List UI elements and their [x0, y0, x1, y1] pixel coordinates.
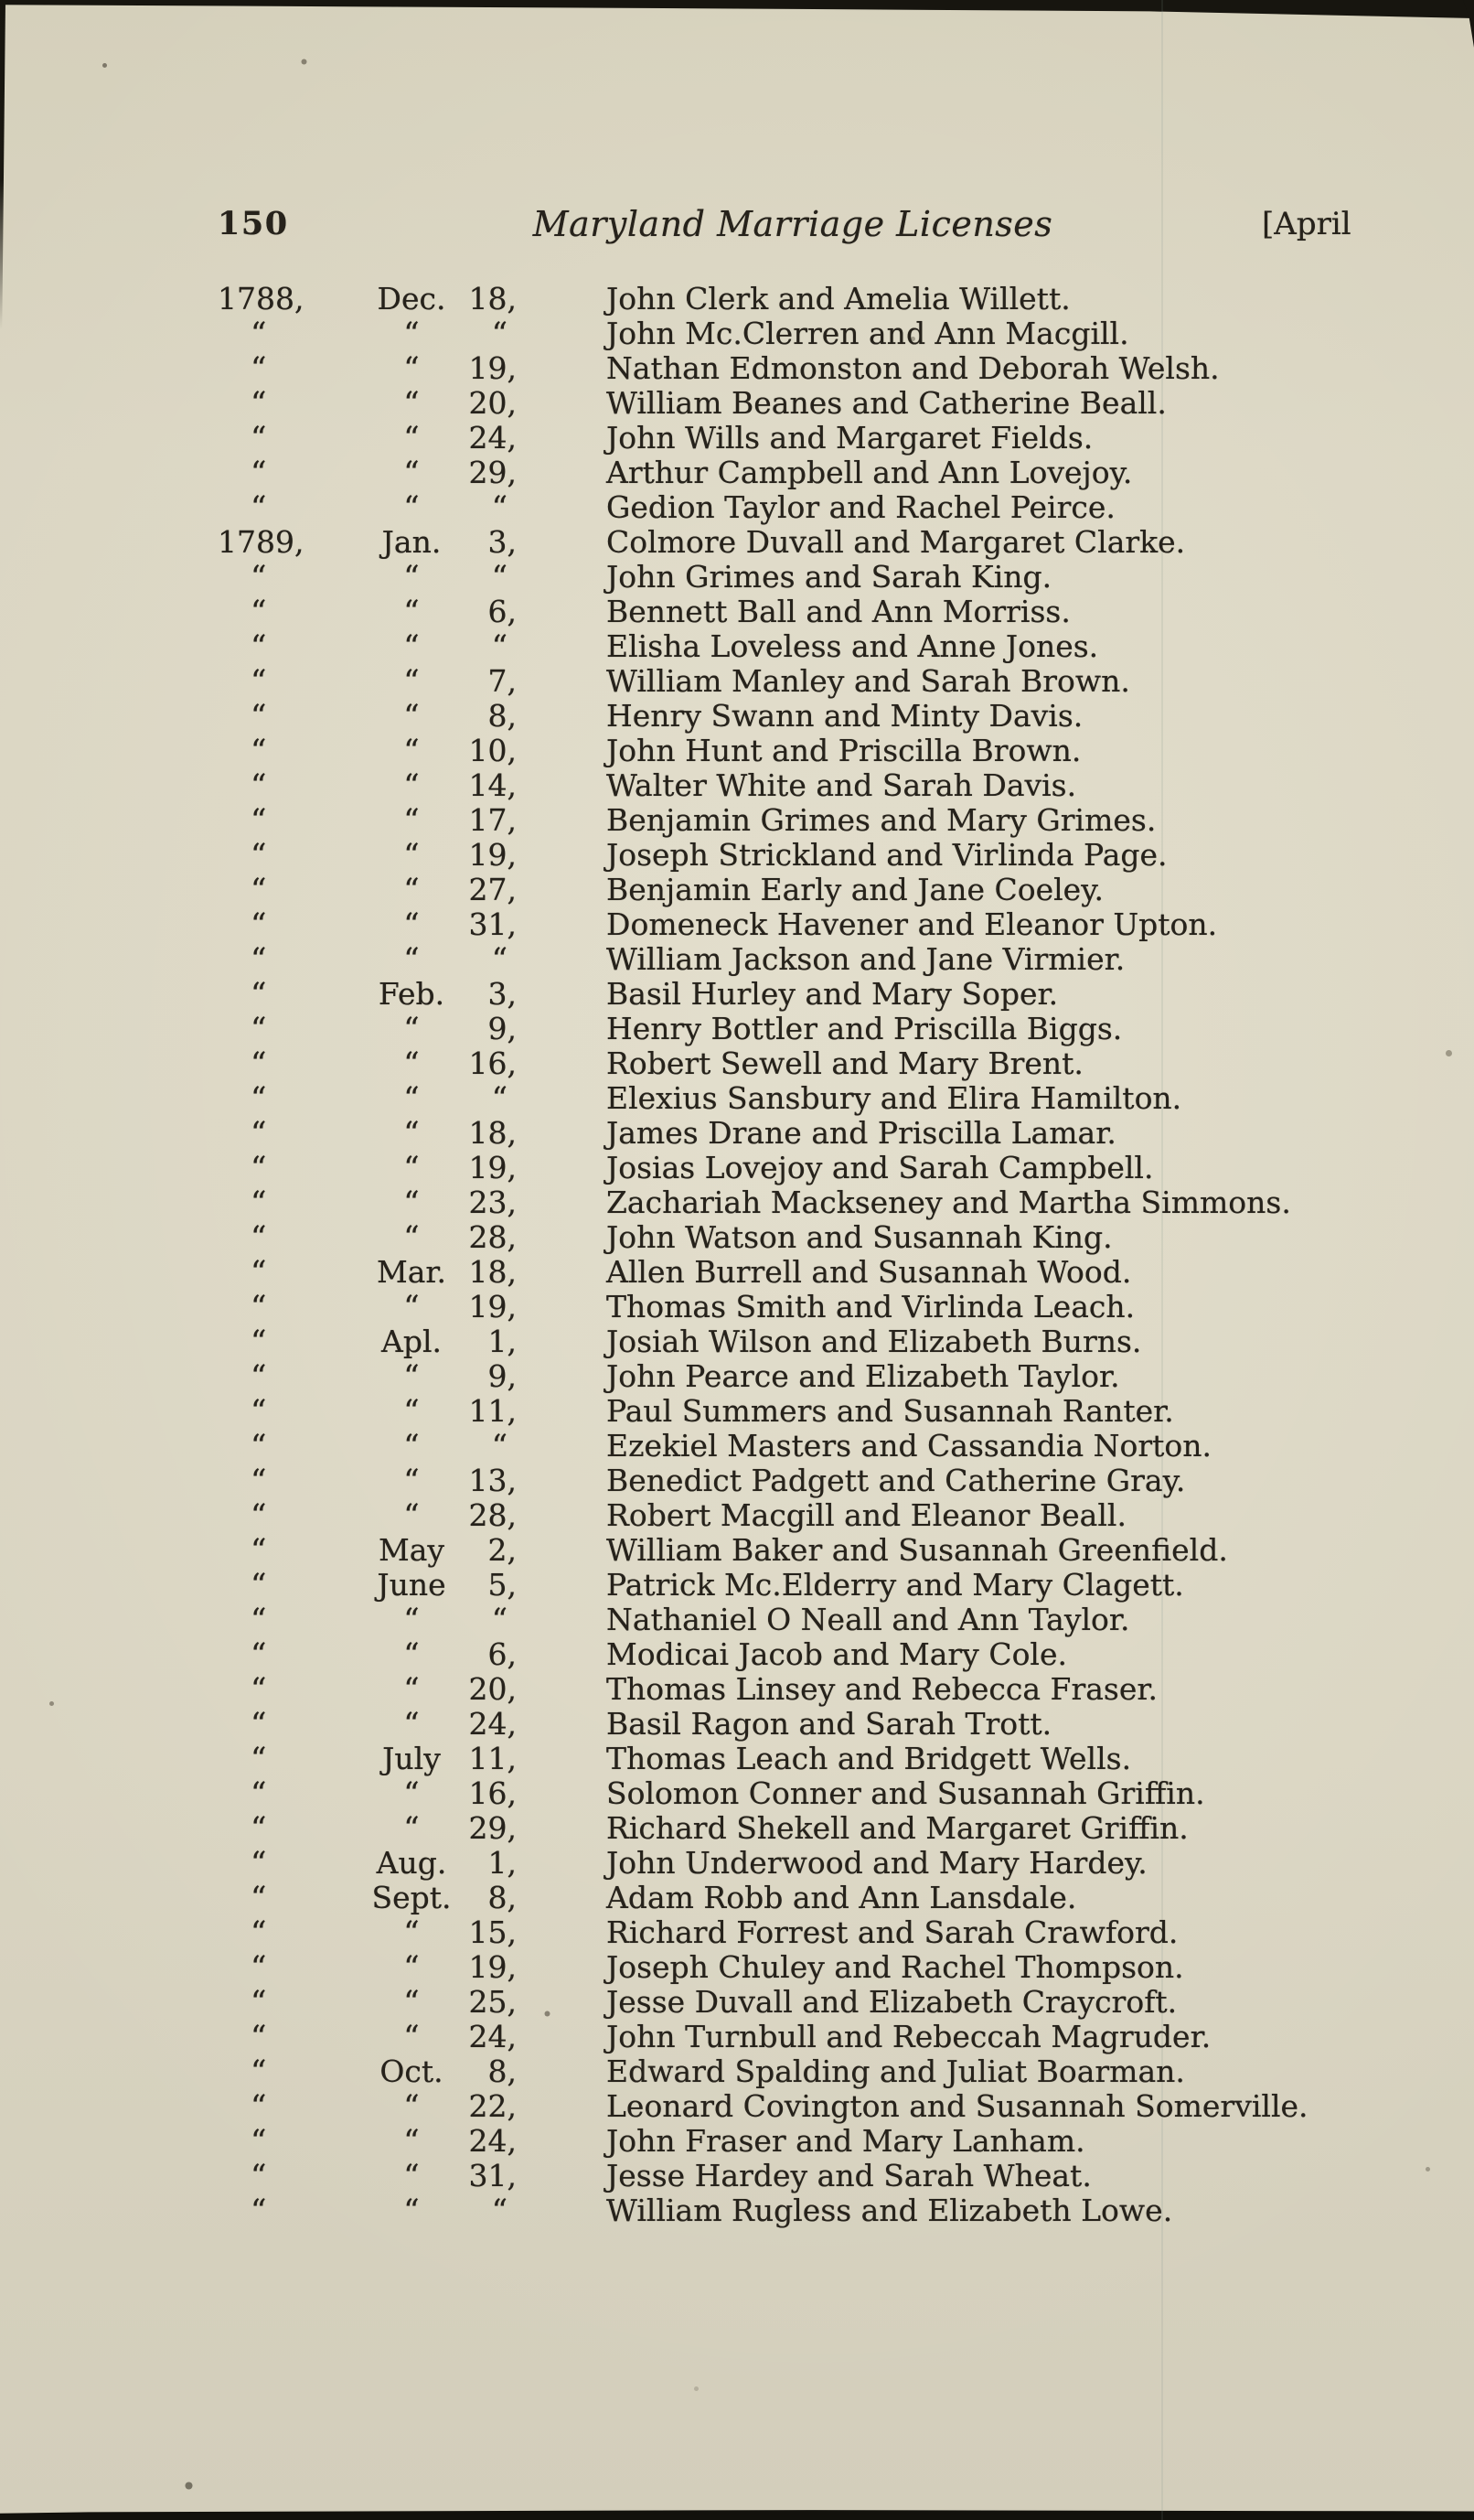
- record-month: Apl.: [381, 1324, 442, 1359]
- record-year: “: [251, 1706, 267, 1743]
- record-couple-names: Ezekiel Masters and Cassandia Norton.: [606, 1428, 1212, 1464]
- record-couple-names: William Jackson and Jane Virmier.: [606, 941, 1126, 977]
- record-month: “: [403, 594, 420, 630]
- record-day: 8,: [487, 2054, 517, 2089]
- marriage-record-row: [218, 1498, 1474, 1533]
- record-couple-names: Henry Bottler and Priscilla Biggs.: [606, 1011, 1123, 1046]
- record-year: “: [251, 1150, 267, 1186]
- record-couple-names: Nathaniel O Neall and Ann Taylor.: [606, 1602, 1130, 1637]
- record-year: “: [251, 1080, 267, 1117]
- record-month: “: [403, 1185, 420, 1221]
- record-year: “: [251, 1497, 267, 1534]
- record-year: “: [251, 1358, 267, 1395]
- record-day: 6,: [487, 1636, 517, 1672]
- marriage-record-row: [218, 1950, 1474, 1985]
- marriage-record-row: [218, 316, 1474, 351]
- record-couple-names: Josias Lovejoy and Sarah Campbell.: [606, 1150, 1154, 1185]
- record-month: “: [403, 1984, 420, 2021]
- record-year: “: [251, 941, 267, 978]
- record-day: 14,: [468, 767, 517, 803]
- record-couple-names: John Watson and Susannah King.: [606, 1219, 1113, 1255]
- scan-edge-bottom: [0, 2507, 1474, 2520]
- record-year: “: [251, 385, 267, 422]
- page-number: 150: [218, 205, 289, 242]
- record-day: 28,: [468, 1497, 517, 1533]
- record-month: “: [403, 1775, 420, 1812]
- header-month-label: [April: [1262, 206, 1351, 242]
- record-year: “: [251, 1254, 267, 1291]
- record-couple-names: Elexius Sansbury and Elira Hamilton.: [606, 1080, 1182, 1116]
- record-day: 19,: [468, 1150, 517, 1185]
- marriage-record-row: [218, 1811, 1474, 1846]
- record-day: 2,: [487, 1532, 517, 1568]
- record-day: 24,: [468, 420, 517, 456]
- record-couple-names: Zachariah Mackseney and Martha Simmons.: [606, 1185, 1291, 1220]
- record-day: 17,: [468, 802, 517, 838]
- marriage-record-row: [218, 1707, 1474, 1742]
- record-year: “: [251, 1845, 267, 1882]
- record-couple-names: Allen Burrell and Susannah Wood.: [606, 1254, 1132, 1290]
- record-year: “: [251, 698, 267, 735]
- record-couple-names: Gedion Taylor and Rachel Peirce.: [606, 489, 1116, 525]
- record-year: “: [251, 767, 267, 804]
- marriage-record-row: [218, 282, 1474, 316]
- record-year: “: [251, 906, 267, 943]
- record-day: 6,: [487, 594, 517, 629]
- record-year: “: [251, 1949, 267, 1986]
- record-couple-names: Benedict Padgett and Catherine Gray.: [606, 1463, 1186, 1498]
- marriage-record-row: [218, 421, 1474, 456]
- record-month: “: [403, 1497, 420, 1534]
- record-month: “: [403, 2088, 420, 2125]
- marriage-record-row: [218, 977, 1474, 1012]
- marriage-record-row: [218, 768, 1474, 803]
- record-year: “: [251, 1219, 267, 1256]
- marriage-record-row: [218, 1776, 1474, 1811]
- record-year: “: [251, 1324, 267, 1360]
- record-year: “: [251, 872, 267, 908]
- record-day: 19,: [468, 837, 517, 873]
- record-month: Jan.: [381, 524, 442, 560]
- record-couple-names: Henry Swann and Minty Davis.: [606, 698, 1084, 734]
- record-day: “: [491, 2193, 507, 2229]
- record-day: 19,: [468, 1949, 517, 1985]
- record-couple-names: Elisha Loveless and Anne Jones.: [606, 628, 1099, 664]
- record-month: “: [403, 2019, 420, 2055]
- record-couple-names: Thomas Linsey and Rebecca Fraser.: [606, 1671, 1158, 1707]
- marriage-record-row: [218, 1185, 1474, 1220]
- marriage-record-row: [218, 386, 1474, 421]
- record-year: “: [251, 455, 267, 491]
- record-year: “: [251, 2088, 267, 2125]
- record-year: “: [251, 1567, 267, 1603]
- record-month: “: [403, 872, 420, 908]
- page-title: Maryland Marriage Licenses: [532, 204, 1053, 244]
- record-couple-names: Jesse Duvall and Elizabeth Craycroft.: [606, 1984, 1178, 2020]
- record-day: 3,: [487, 976, 517, 1012]
- record-month: Feb.: [378, 976, 445, 1012]
- record-couple-names: Joseph Strickland and Virlinda Page.: [606, 837, 1168, 873]
- record-month: “: [403, 1115, 420, 1152]
- marriage-record-row: [218, 456, 1474, 490]
- record-couple-names: Patrick Mc.Elderry and Mary Clagett.: [606, 1567, 1184, 1603]
- record-couple-names: John Turnbull and Rebeccah Magruder.: [606, 2019, 1212, 2054]
- marriage-record-row: [218, 803, 1474, 838]
- record-day: 8,: [487, 1880, 517, 1915]
- marriage-record-row: [218, 2124, 1474, 2159]
- record-month: “: [403, 316, 420, 352]
- record-month: “: [403, 1011, 420, 1047]
- marriage-record-row: [218, 1151, 1474, 1185]
- record-month: “: [403, 663, 420, 700]
- record-month: May: [378, 1532, 445, 1568]
- marriage-record-row: [218, 1220, 1474, 1255]
- record-month: Aug.: [376, 1845, 447, 1881]
- record-year: “: [251, 1011, 267, 1047]
- record-day: 11,: [468, 1393, 517, 1429]
- record-day: “: [491, 1602, 507, 1638]
- record-couple-names: Jesse Hardey and Sarah Wheat.: [606, 2158, 1092, 2193]
- marriage-record-row: [218, 1742, 1474, 1776]
- record-day: 19,: [468, 350, 517, 386]
- record-day: 31,: [468, 906, 517, 942]
- record-month: Sept.: [371, 1880, 452, 1915]
- record-month: “: [403, 385, 420, 422]
- record-couple-names: Thomas Leach and Bridgett Wells.: [606, 1741, 1132, 1776]
- marriage-record-row: [218, 942, 1474, 977]
- record-year: “: [251, 1115, 267, 1152]
- record-couple-names: Nathan Edmonston and Deborah Welsh.: [606, 350, 1220, 386]
- record-couple-names: Leonard Covington and Susannah Somerville.: [606, 2088, 1308, 2124]
- record-month: “: [403, 802, 420, 839]
- record-year: “: [251, 802, 267, 839]
- page-header: [0, 203, 1474, 247]
- marriage-record-row: [218, 1672, 1474, 1707]
- marriage-record-row: [218, 1533, 1474, 1568]
- record-couple-names: Walter White and Sarah Davis.: [606, 767, 1077, 803]
- marriage-record-row: [218, 2020, 1474, 2054]
- record-month: “: [403, 698, 420, 735]
- scan-edge-top: [0, 0, 1474, 18]
- marriage-record-row: [218, 560, 1474, 595]
- record-couple-names: William Rugless and Elizabeth Lowe.: [606, 2193, 1173, 2228]
- record-day: 20,: [468, 1671, 517, 1707]
- record-day: 20,: [468, 385, 517, 421]
- record-day: 31,: [468, 2158, 517, 2193]
- record-couple-names: William Manley and Sarah Brown.: [606, 663, 1130, 699]
- marriage-record-row: [218, 490, 1474, 525]
- record-couple-names: Adam Robb and Ann Lansdale.: [606, 1880, 1077, 1915]
- record-couple-names: William Beanes and Catherine Beall.: [606, 385, 1167, 421]
- record-year: “: [251, 2019, 267, 2055]
- record-day: 1,: [487, 1324, 517, 1359]
- record-month: Oct.: [379, 2054, 443, 2089]
- record-day: 28,: [468, 1219, 517, 1255]
- record-month: “: [403, 1636, 420, 1673]
- record-month: “: [403, 1046, 420, 1082]
- record-month: “: [403, 1428, 420, 1464]
- record-day: 29,: [468, 455, 517, 490]
- record-month: “: [403, 1949, 420, 1986]
- record-month: “: [403, 733, 420, 769]
- record-year: “: [251, 1914, 267, 1951]
- marriage-records-list: [218, 282, 1474, 2228]
- record-couple-names: John Wills and Margaret Fields.: [606, 420, 1094, 456]
- record-year: “: [251, 1602, 267, 1638]
- marriage-record-row: [218, 1255, 1474, 1290]
- record-couple-names: Richard Shekell and Margaret Griffin.: [606, 1810, 1189, 1846]
- record-month: “: [403, 1289, 420, 1325]
- record-year: “: [251, 733, 267, 769]
- marriage-record-row: [218, 1394, 1474, 1429]
- marriage-record-row: [218, 1012, 1474, 1046]
- record-month: “: [403, 1358, 420, 1395]
- record-month: “: [403, 2158, 420, 2194]
- marriage-record-row: [218, 1915, 1474, 1950]
- record-couple-names: Edward Spalding and Juliat Boarman.: [606, 2054, 1185, 2089]
- record-couple-names: John Grimes and Sarah King.: [606, 559, 1052, 595]
- record-month: “: [403, 767, 420, 804]
- marriage-record-row: [218, 838, 1474, 873]
- record-day: 18,: [468, 1254, 517, 1290]
- record-day: “: [491, 628, 507, 665]
- marriage-record-row: [218, 907, 1474, 942]
- marriage-record-row: [218, 664, 1474, 699]
- record-couple-names: John Underwood and Mary Hardey.: [606, 1845, 1148, 1881]
- record-month: “: [403, 1080, 420, 1117]
- record-day: 18,: [468, 281, 517, 316]
- record-month: July: [382, 1741, 441, 1776]
- record-year: “: [251, 1880, 267, 1916]
- record-couple-names: Robert Sewell and Mary Brent.: [606, 1046, 1084, 1081]
- marriage-record-row: [218, 1464, 1474, 1498]
- record-year: “: [251, 663, 267, 700]
- record-couple-names: John Hunt and Priscilla Brown.: [606, 733, 1082, 768]
- record-year: 1789,: [218, 524, 304, 560]
- record-year: “: [251, 594, 267, 630]
- record-year: “: [251, 2054, 267, 2090]
- record-day: 27,: [468, 872, 517, 907]
- record-day: 3,: [487, 524, 517, 560]
- scan-edge-left: [0, 0, 5, 329]
- record-year: “: [251, 559, 267, 595]
- record-year: “: [251, 1810, 267, 1847]
- record-year: “: [251, 316, 267, 352]
- marriage-record-row: [218, 1290, 1474, 1324]
- record-year: “: [251, 1636, 267, 1673]
- marriage-record-row: [218, 2089, 1474, 2124]
- record-month: “: [403, 1463, 420, 1499]
- record-month: “: [403, 455, 420, 491]
- marriage-record-row: [218, 1081, 1474, 1116]
- record-day: 23,: [468, 1185, 517, 1220]
- record-day: 29,: [468, 1810, 517, 1846]
- record-year: “: [251, 1393, 267, 1430]
- record-day: 8,: [487, 698, 517, 734]
- record-day: 19,: [468, 1289, 517, 1324]
- record-year: “: [251, 1185, 267, 1221]
- marriage-record-row: [218, 1359, 1474, 1394]
- record-year: “: [251, 1775, 267, 1812]
- marriage-record-row: [218, 1881, 1474, 1915]
- record-day: “: [491, 1428, 507, 1464]
- marriage-record-row: [218, 1985, 1474, 2020]
- record-couple-names: Paul Summers and Susannah Ranter.: [606, 1393, 1174, 1429]
- record-year: “: [251, 1532, 267, 1569]
- record-day: 24,: [468, 2123, 517, 2159]
- record-couple-names: Thomas Smith and Virlinda Leach.: [606, 1289, 1136, 1324]
- marriage-record-row: [218, 629, 1474, 664]
- record-month: June: [377, 1567, 446, 1603]
- record-month: “: [403, 1671, 420, 1708]
- record-month: Mar.: [376, 1254, 447, 1290]
- marriage-record-row: [218, 873, 1474, 907]
- record-day: 11,: [468, 1741, 517, 1776]
- record-day: “: [491, 489, 507, 526]
- record-year: “: [251, 1984, 267, 2021]
- marriage-record-row: [218, 2054, 1474, 2089]
- record-day: “: [491, 316, 507, 352]
- record-day: “: [491, 1080, 507, 1117]
- record-couple-names: Domeneck Havener and Eleanor Upton.: [606, 906, 1218, 942]
- record-day: 9,: [487, 1011, 517, 1046]
- record-year: “: [251, 420, 267, 456]
- record-month: “: [403, 1150, 420, 1186]
- marriage-record-row: [218, 699, 1474, 734]
- marriage-record-row: [218, 351, 1474, 386]
- record-year: “: [251, 1046, 267, 1082]
- record-day: 16,: [468, 1046, 517, 1081]
- record-month: “: [403, 2123, 420, 2160]
- record-day: 15,: [468, 1914, 517, 1950]
- record-month: Dec.: [377, 281, 446, 316]
- record-day: 1,: [487, 1845, 517, 1881]
- record-couple-names: Joseph Chuley and Rachel Thompson.: [606, 1949, 1184, 1985]
- record-year: “: [251, 2193, 267, 2229]
- record-day: 24,: [468, 1706, 517, 1742]
- record-year: “: [251, 2123, 267, 2160]
- record-year: “: [251, 976, 267, 1013]
- record-month: “: [403, 1602, 420, 1638]
- record-day: 25,: [468, 1984, 517, 2020]
- marriage-record-row: [218, 1116, 1474, 1151]
- marriage-record-row: [218, 595, 1474, 629]
- record-year: “: [251, 1428, 267, 1464]
- marriage-record-row: [218, 1846, 1474, 1881]
- record-couple-names: James Drane and Priscilla Lamar.: [606, 1115, 1116, 1151]
- record-couple-names: John Clerk and Amelia Willett.: [606, 281, 1071, 316]
- record-couple-names: Colmore Duvall and Margaret Clarke.: [606, 524, 1186, 560]
- record-day: 10,: [468, 733, 517, 768]
- record-month: “: [403, 837, 420, 874]
- record-year: “: [251, 1289, 267, 1325]
- record-month: “: [403, 628, 420, 665]
- record-month: “: [403, 1706, 420, 1743]
- record-year: 1788,: [218, 281, 304, 316]
- record-couple-names: William Baker and Susannah Greenfield.: [606, 1532, 1228, 1568]
- marriage-record-row: [218, 1603, 1474, 1637]
- record-day: 22,: [468, 2088, 517, 2124]
- record-year: “: [251, 1463, 267, 1499]
- record-couple-names: John Mc.Clerren and Ann Macgill.: [606, 316, 1129, 351]
- record-couple-names: Benjamin Grimes and Mary Grimes.: [606, 802, 1157, 838]
- marriage-record-row: [218, 1429, 1474, 1464]
- record-day: 13,: [468, 1463, 517, 1498]
- record-month: “: [403, 2193, 420, 2229]
- record-month: “: [403, 559, 420, 595]
- record-month: “: [403, 350, 420, 387]
- record-month: “: [403, 1810, 420, 1847]
- record-year: “: [251, 350, 267, 387]
- record-day: “: [491, 559, 507, 595]
- record-couple-names: Basil Hurley and Mary Soper.: [606, 976, 1059, 1012]
- record-month: “: [403, 1393, 420, 1430]
- record-couple-names: Josiah Wilson and Elizabeth Burns.: [606, 1324, 1142, 1359]
- record-month: “: [403, 1914, 420, 1951]
- record-day: 9,: [487, 1358, 517, 1394]
- record-year: “: [251, 489, 267, 526]
- marriage-record-row: [218, 2193, 1474, 2228]
- record-month: “: [403, 1219, 420, 1256]
- record-day: “: [491, 941, 507, 978]
- record-couple-names: Benjamin Early and Jane Coeley.: [606, 872, 1104, 907]
- marriage-record-row: [218, 1046, 1474, 1081]
- marriage-record-row: [218, 734, 1474, 768]
- record-day: 7,: [487, 663, 517, 699]
- record-day: 18,: [468, 1115, 517, 1151]
- record-couple-names: Richard Forrest and Sarah Crawford.: [606, 1914, 1179, 1950]
- record-month: “: [403, 489, 420, 526]
- record-year: “: [251, 1671, 267, 1708]
- marriage-record-row: [218, 1637, 1474, 1672]
- record-couple-names: Basil Ragon and Sarah Trott.: [606, 1706, 1052, 1742]
- record-couple-names: John Pearce and Elizabeth Taylor.: [606, 1358, 1120, 1394]
- record-month: “: [403, 420, 420, 456]
- record-year: “: [251, 628, 267, 665]
- marriage-record-row: [218, 525, 1474, 560]
- record-month: “: [403, 906, 420, 943]
- marriage-record-row: [218, 2159, 1474, 2193]
- record-couple-names: Solomon Conner and Susannah Griffin.: [606, 1775, 1205, 1811]
- record-year: “: [251, 837, 267, 874]
- marriage-record-row: [218, 1568, 1474, 1603]
- record-year: “: [251, 1741, 267, 1777]
- record-couple-names: John Fraser and Mary Lanham.: [606, 2123, 1085, 2159]
- paper-specks: [0, 0, 3, 3]
- marriage-record-row: [218, 1324, 1474, 1359]
- record-couple-names: Arthur Campbell and Ann Lovejoy.: [606, 455, 1133, 490]
- record-day: 5,: [487, 1567, 517, 1603]
- record-year: “: [251, 2158, 267, 2194]
- record-couple-names: Bennett Ball and Ann Morriss.: [606, 594, 1071, 629]
- record-day: 16,: [468, 1775, 517, 1811]
- record-day: 24,: [468, 2019, 517, 2054]
- record-couple-names: Robert Macgill and Eleanor Beall.: [606, 1497, 1127, 1533]
- record-month: “: [403, 941, 420, 978]
- record-couple-names: Modicai Jacob and Mary Cole.: [606, 1636, 1068, 1672]
